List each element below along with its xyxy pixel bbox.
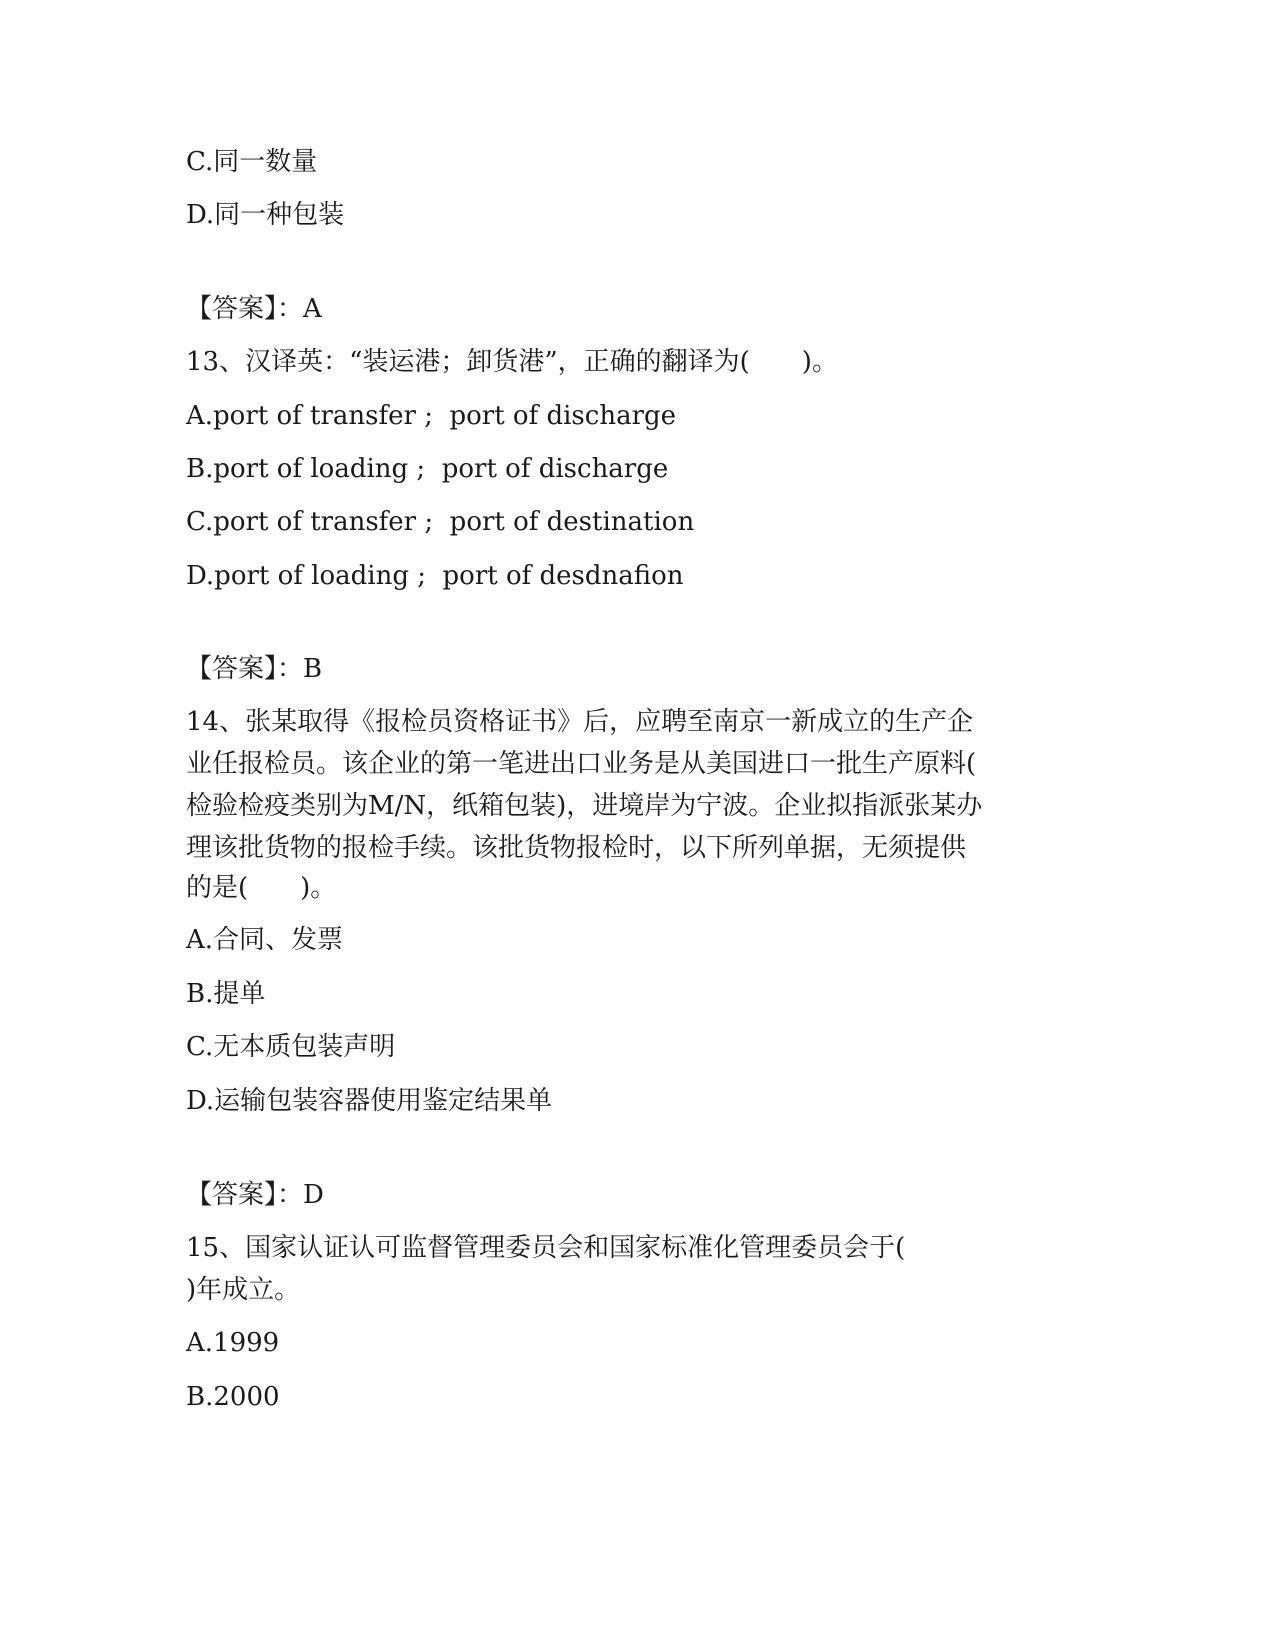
q14-stem-line: 的是( )。	[186, 873, 337, 903]
q14-answer: 【答案】：D	[186, 1180, 324, 1210]
q13-option-c: C.port of transfer ; port of destination	[186, 507, 695, 537]
q13-option-d: D.port of loading ; port of desdnafion	[186, 561, 684, 591]
q15-option-a: A.1999	[186, 1328, 280, 1358]
q12-option-d: D.同一种包装	[186, 200, 345, 230]
q15-stem-line: 15、国家认证认可监督管理委员会和国家标准化管理委员会于(	[186, 1233, 906, 1263]
q14-stem-line: 理该批货物的报检手续。该批货物报检时，以下所列单据，无须提供	[186, 833, 967, 863]
q13-answer: 【答案】：B	[186, 654, 323, 684]
q14-option-d: D.运输包装容器使用鉴定结果单	[186, 1086, 553, 1116]
q12-option-c: C.同一数量	[186, 147, 318, 177]
q14-stem-line: 业任报检员。该企业的第一笔进出口业务是从美国进口一批生产原料(	[186, 749, 977, 779]
q15-option-b: B.2000	[186, 1382, 280, 1412]
q14-option-c: C.无本质包装声明	[186, 1032, 396, 1062]
q13-option-b: B.port of loading ; port of discharge	[186, 454, 669, 484]
q12-answer: 【答案】：A	[186, 294, 322, 324]
q14-stem-line: 检验检疫类别为M/N，纸箱包装)，进境岸为宁波。企业拟指派张某办	[186, 791, 983, 821]
q14-stem-line: 14、张某取得《报检员资格证书》后，应聘至南京一新成立的生产企	[186, 707, 974, 737]
q14-option-a: A.合同、发票	[186, 925, 344, 955]
q15-stem-line: )年成立。	[186, 1275, 301, 1305]
q14-option-b: B.提单	[186, 979, 266, 1009]
q13-stem: 13、汉译英：“装运港；卸货港”，正确的翻译为( )。	[186, 347, 838, 377]
q13-option-a: A.port of transfer ; port of discharge	[186, 401, 677, 431]
